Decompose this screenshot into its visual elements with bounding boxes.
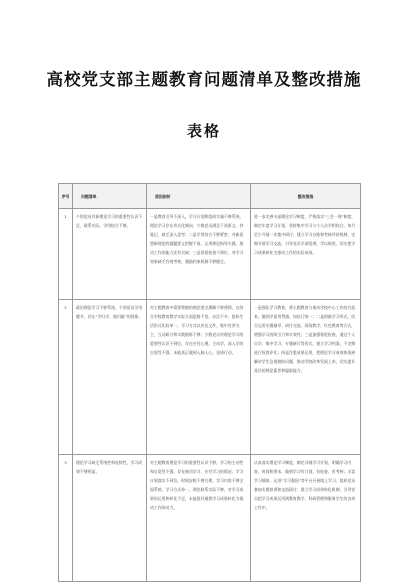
- cause-cell: 一是教育引导不深入，学习计划和组织实施不够系统，理论学习存在形式化倾向，少数党员满足于读原文、抄笔记，缺乏深入思考；二是学用结合不够紧密，对新思想新理论的精髓要义把握不准，运用理论指导实践、推动工作的能力还有欠缺；三是督促检查不到位，对学习效果缺乏有效考核，激励约束机制不够健全。: [147, 209, 251, 300]
- cause-cell: 对主题教育理论学习的重要性认识不够，学习的主动性和自觉性不强，存在被动学习、应付学习的情况；学习计划落实不到位，时间安排不够合理，学习内容不够全面系统；学习方式单一，理论联系实际不够，对学习成果的运用和转化不足，未能很好地将学习成果转化为推动工作的动力。: [147, 455, 251, 582]
- problem-cell: 个别党员对新理论学习的重要性认识不足，联系实际、学用结合不够。: [73, 209, 147, 300]
- header-measure: 整改措施: [251, 184, 361, 209]
- row-number: 1: [59, 209, 73, 300]
- table-header-row: [59, 184, 361, 209]
- document-subtitle: 表格: [186, 122, 221, 140]
- table-row: [59, 209, 361, 300]
- table-row: [59, 300, 361, 455]
- table-row: [59, 455, 361, 582]
- cause-cell: 对主题教育中需要掌握的理论要点理解不够透彻，在结合学校教育教学实际方面思路不宽、办法不多；组织生活形式比较单一，学习方式以传达文件、集中宣讲为主，互动研讨和实践锻炼不够；少数党员对理论学习的重要性认识不到位，存在应付心理，主动学、深入学的自觉性不强，未能真正做到入脑入心、见诸行动。: [147, 300, 251, 455]
- measure-cell: 认真落实理论学习制度，制定详细学习计划，明确学习内容、时间和要求，做到学习有计划、有检查、有考核；丰富学习载体，运用“学习强国”等平台开展线上学习，组织党员参加专题培训和交流研讨；建立学习成果转化机制，引导党员把学习成果运用到教育教学、科研管理和服务学生的各项工作中。: [251, 455, 361, 582]
- issue-table: [58, 183, 361, 582]
- problem-cell: 政治理论学习不够系统，个别党员学用脱节，存在“学归学、做归做”的现象。: [73, 300, 147, 455]
- header-no: 序号: [59, 184, 73, 209]
- header-cause: 原因剖析: [147, 184, 251, 209]
- row-number: 2: [59, 300, 73, 455]
- measure-cell: 一是强化学习教育，将主题教育与推动学校中心工作结合起来，做到学思用贯通、知信行统一；二是创新学习形式，综合运用专题辅导、研讨交流、现场教学、红色教育等方式，增强学习的吸引力和实效性；三是加强督促检查，通过个人自学、集中学习、专题研讨等形式，建立学习档案，不定期进行检查评比；四是注重成果运用，把理论学习成效体现到解决学生急难愁盼问题、推动学院改革发展上来，切实提升党员的理论素养和履职能力。: [251, 300, 361, 455]
- document-title: 高校党支部主题教育问题清单及整改措施: [46, 70, 362, 89]
- row-number: 3: [59, 455, 73, 582]
- measure-cell: 进一步完善支部理论学习制度，严格落实“三会一课”制度，制定年度学习计划，坚持集中学习与个人自学相结合，每月至少开展一次集中研讨；建立学习台账和考核评价机制，定期开展学习交流，引导党员学深悟透、学以致用，切实把学习成果转化为推动工作的实际成效。: [251, 209, 361, 300]
- header-problem: 问题清单: [73, 184, 147, 209]
- problem-cell: 理论学习缺乏系统性和连续性，学习成效不够明显。: [73, 455, 147, 582]
